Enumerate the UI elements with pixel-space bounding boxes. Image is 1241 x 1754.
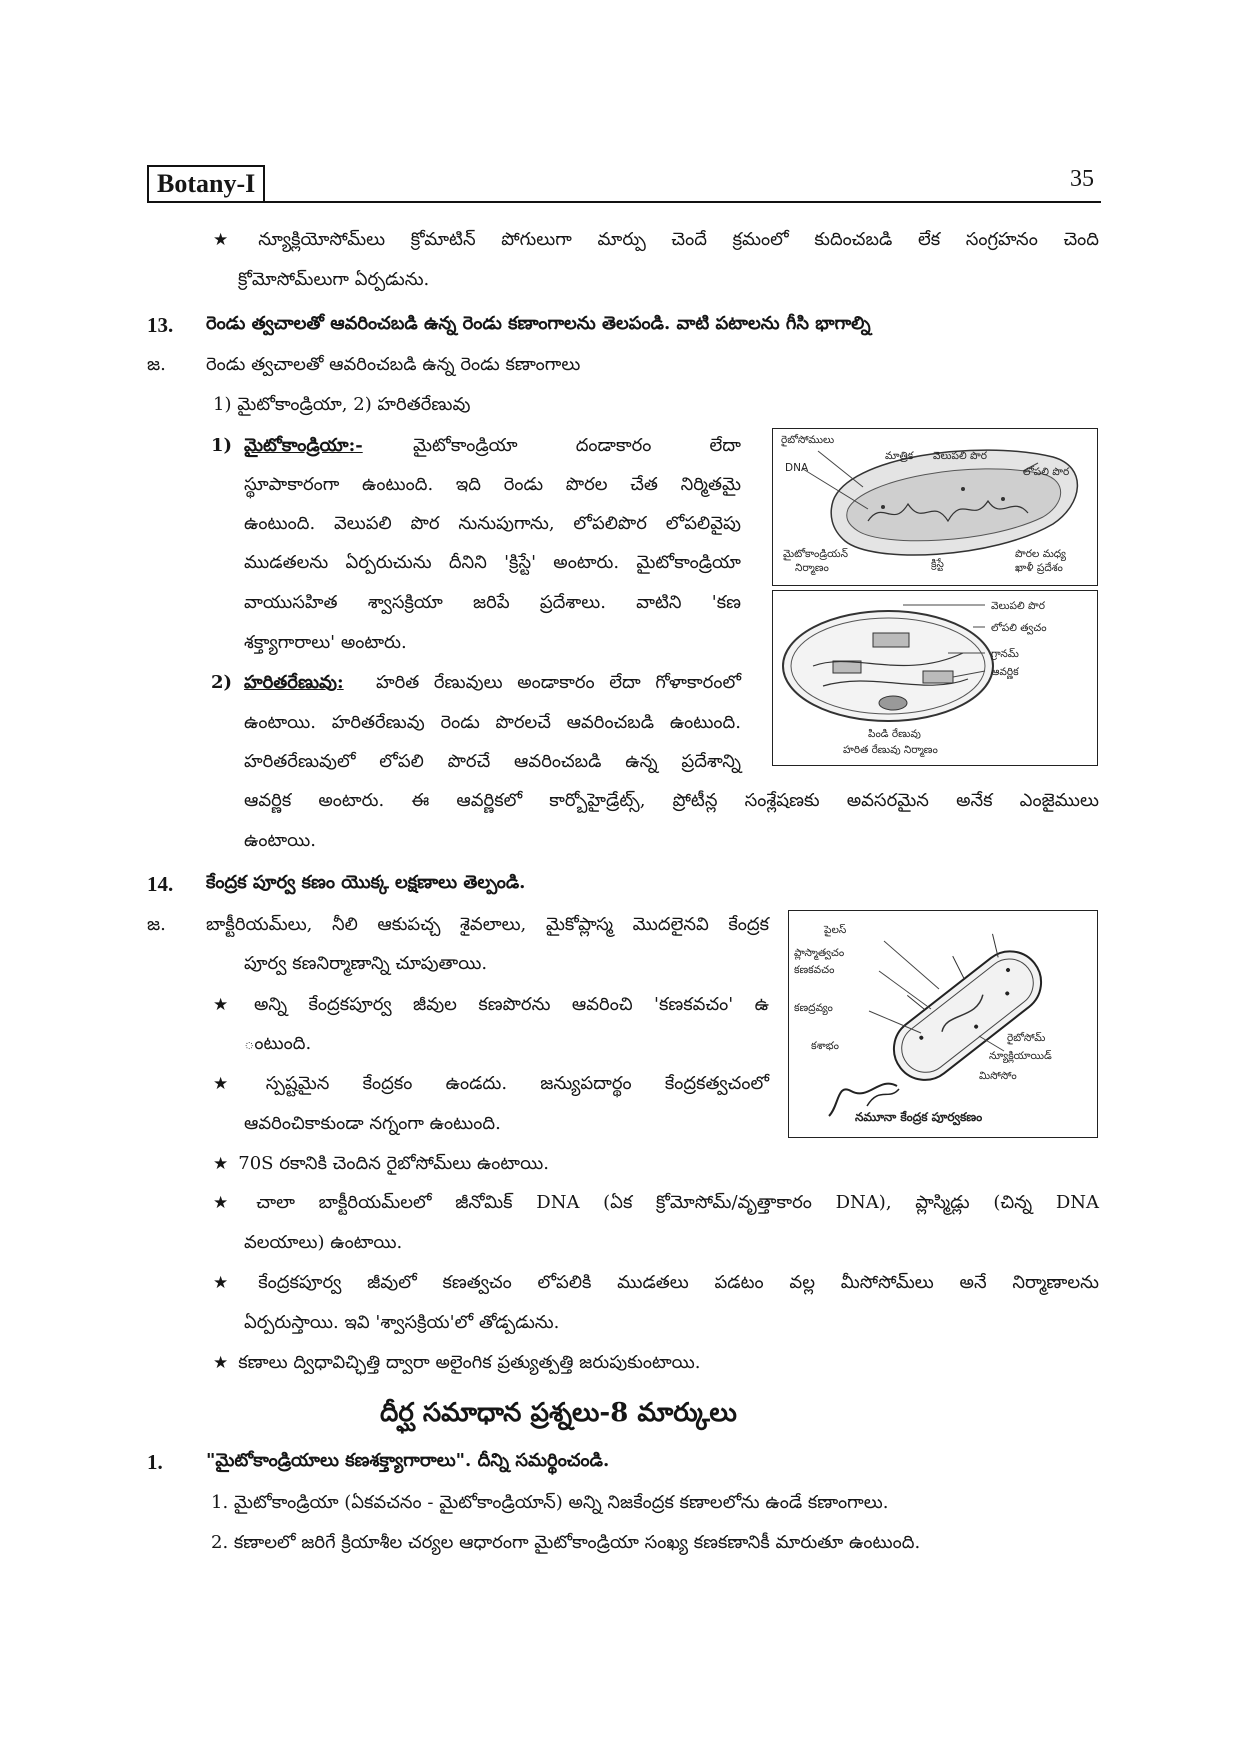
mito-label-matrix: మాత్రిక [885,450,914,462]
q13-list-line: 1) మైటోకాండ్రియా, 2) హరితరేణువు [213,394,471,415]
q1-point-1: 1. మైటోకాండ్రియా (ఏకవచనం - మైటోకాండ్రియాన్) అన్ని నిజకేంద్రక కణాలలోను ఉండే కణాంగాలు. [211,1492,889,1513]
q13-question: రెండు త్వచాలతో ఆవరించబడి ఉన్న రెండు కణాంగాలను తెలపండి. వాటి పటాలను గీసి భాగాల్ని [206,313,871,334]
q1-question: "మైటోకాండ్రియాలు కణశక్త్యాగారాలు". దీన్ని సమర్థించండి. [206,1450,610,1471]
chloro-label-stroma: ఆవర్ణిక [991,666,1019,678]
q14-bullet-4-line2: ఏర్పరుస్తాయి. ఇవి 'శ్వాసక్రియ'లో తోడ్పడును. [244,1312,560,1333]
chloro-line-1: హరితరేణువులో లోపలి పొరచే ఆవరించబడి ఉన్న ప్రదేశాన్ని [244,751,741,772]
mito-label-space: ఖాళీ ప్రదేశం [1015,562,1063,574]
q14-answer-line-1: పూర్వ కణనిర్మాణాన్ని చూపుతాయి. [244,953,488,974]
bac-label-cell-wall: కణకవచం [794,964,835,976]
mito-line-2: ఉంటుంది. వెలుపలి పొర నునుపుగాను, లోపలిపొర లోపలివైపు [244,513,741,534]
subject-label-box [147,165,265,203]
prokaryote-figure [788,910,1098,1138]
chloroplast-diagram [773,591,1096,764]
chloro-label-inner-membrane: లోపలి త్వచం [991,622,1047,634]
bac-label-nucleoid: న్యూక్లియాయిడ్ [989,1050,1052,1062]
bac-label-cytoplasm: కణద్రవ్యం [794,1002,833,1014]
mitochondrion-diagram [773,429,1096,584]
q14-question: కేంద్రక పూర్వ కణం యొక్క లక్షణాలు తెల్పండి. [206,872,526,893]
chloro-label-outer-membrane: వెలుపలి పొర [991,600,1045,612]
chloro-head: హరితరేణువు: [244,672,344,693]
mito-label-structure: నిర్మాణం [795,562,829,574]
mito-line-1: స్థూపాకారంగా ఉంటుంది. ఇది రెండు పొరల చేత నిర్మితమై [244,474,741,495]
chloro-num: 2) [211,672,233,693]
bac-label-mesosome: మిసోసోం [979,1070,1017,1082]
q14-bullet-5: ★ కణాలు ద్విధావిచ్ఛిత్తి ద్వారా అలైంగిక ప్రత్యుత్పత్తి జరుపుకుంటాయి. [213,1350,701,1376]
bac-label-ribosome: రైబోసోమ్ [1007,1032,1046,1044]
mito-line-4: వాయుసహిత శ్వాసక్రియా జరిపే ప్రదేశాలు. వాటిని 'కణ [244,592,741,613]
mito-label-outer-membrane: వెలుపలి పొర [933,450,987,462]
mito-label-intermembrane: పొరల మధ్య [1015,548,1066,560]
q14-bullet-3-line2: వలయాలు) ఉంటాయి. [244,1232,403,1253]
mitochondrion-figure [772,428,1098,586]
q1-point-2: 2. కణాలలో జరిగే క్రియాశీల చర్యల ఆధారంగా మైటోకాండ్రియా సంఖ్య కణకణానికీ మారుతూ ఉంటుంది. [211,1532,921,1553]
mito-label-ribosomes: రైబోసోములు [781,434,835,446]
chloro-line-2: ఆవర్ణిక అంటారు. ఈ ఆవర్ణికలో కార్బోహైడ్రేట్స్, ప్రోటీన్ల సంశ్లేషణకు అవసరమైన అనేక ఎంజైములు [244,790,1099,811]
mito-label-mitochondrion: మైటోకాండ్రియన్ [783,548,849,560]
chloro-line-0: ఉంటాయి. హరితరేణువు రెండు పొరలచే ఆవరించబడి ఉంటుంది. [244,712,741,733]
intro-bullet-line2: క్రోమోసోమ్‌లుగా ఏర్పడును. [238,269,430,290]
bac-label-flagellum: కశాభం [811,1040,839,1052]
q14-number: 14. [147,872,174,896]
bac-label-title: నమూనా కేంద్రక పూర్వకణం [855,1110,983,1124]
q14-answer-line-0: బాక్టీరియమ్‌లు, నీలి ఆకుపచ్చ శైవలాలు, మైకోప్లాస్మ మొదలైనవి కేంద్రక [206,914,769,935]
chloro-label-starch: పిండి రేణువు [868,728,921,740]
q14-bullet-0-line1: ★ అన్ని కేంద్రకపూర్వ జీవుల కణపొరను ఆవరించి 'కణకవచం' ఉ [213,992,769,1018]
mito-head: మైటోకాండ్రియా:- [244,435,363,456]
mito-label-cristae: క్రిస్టే [931,558,944,570]
chloro-label-title: హరిత రేణువు నిర్మాణం [843,744,938,756]
q13-answer-marker: జ. [147,354,166,375]
q14-bullet-4-line1: ★ కేంద్రకపూర్వ జీవులో కణత్వచం లోపలికి ముడతలు పడటం వల్ల మీసోసోమ్‌లు అనే నిర్మాణాలను [213,1270,1099,1296]
q13-answer-lead: రెండు త్వచాలతో ఆవరించబడి ఉన్న రెండు కణాంగాలు [206,354,581,375]
chloro-first: హరిత రేణువులు అండాకారం లేదా గోళాకారంలో [376,672,741,693]
bac-label-pilus: పైలస్ [824,924,847,936]
q14-bullet-3-line1: ★ చాలా బాక్టీరియమ్‌లలో జీనోమిక్ DNA (ఏక క్రోమోసోమ్/వృత్తాకారం DNA), ప్లాస్మిడ్లు (చిన్న DNA [213,1190,1099,1216]
mito-line-5: శక్త్యాగారాలు' అంటారు. [244,632,407,653]
subject-label: Botany-I [157,169,256,198]
q14-bullet-1-line1: ★ స్పష్టమైన కేంద్రకం ఉండదు. జన్యుపదార్థం కేంద్రకత్వచంలో [213,1071,769,1097]
q1-number: 1. [147,1450,163,1474]
chloroplast-figure [772,590,1098,766]
section-heading: దీర్ఘ సమాధాన ప్రశ్నలు-8 మార్కులు [380,1398,737,1428]
chloro-line-3: ఉంటాయి. [244,830,317,851]
header-rule [147,201,1101,203]
q13-number: 13. [147,313,174,337]
bac-label-plasma-membrane: ప్లాస్మాత్వచం [794,947,845,959]
mito-label-dna: DNA [785,462,809,474]
mito-label-inner-membrane: లోపలి పొర [1023,466,1070,478]
mito-line-3: ముడతలను ఏర్పరుచును దీనిని 'క్రిస్టే' అంటారు. మైటోకాండ్రియా [244,552,741,573]
q14-answer-marker: జ. [147,914,166,935]
intro-bullet-line1: ★ న్యూక్లియోసోమ్‌లు క్రోమాటిన్ పోగులుగా మార్పు చెందే క్రమంలో కుదించబడి లేక సంగ్రహనం చెంది [213,227,1099,253]
q14-bullet-1-line2: ఆవరించికాకుండా నగ్నంగా ఉంటుంది. [244,1113,501,1134]
q14-bullet-2: ★ 70S రకానికి చెందిన రైబోసోమ్‌లు ఉంటాయి. [213,1151,549,1177]
page-number: 35 [1070,166,1094,192]
prokaryote-diagram [789,911,1096,1136]
mito-num: 1) [211,435,233,456]
q14-bullet-0-line2: ంటుంది. [244,1033,312,1054]
chloro-label-granum: గ్రానమ్ [991,648,1019,660]
mito-line-0: మైటోకాండ్రియా దండాకారం లేదా [413,435,741,456]
